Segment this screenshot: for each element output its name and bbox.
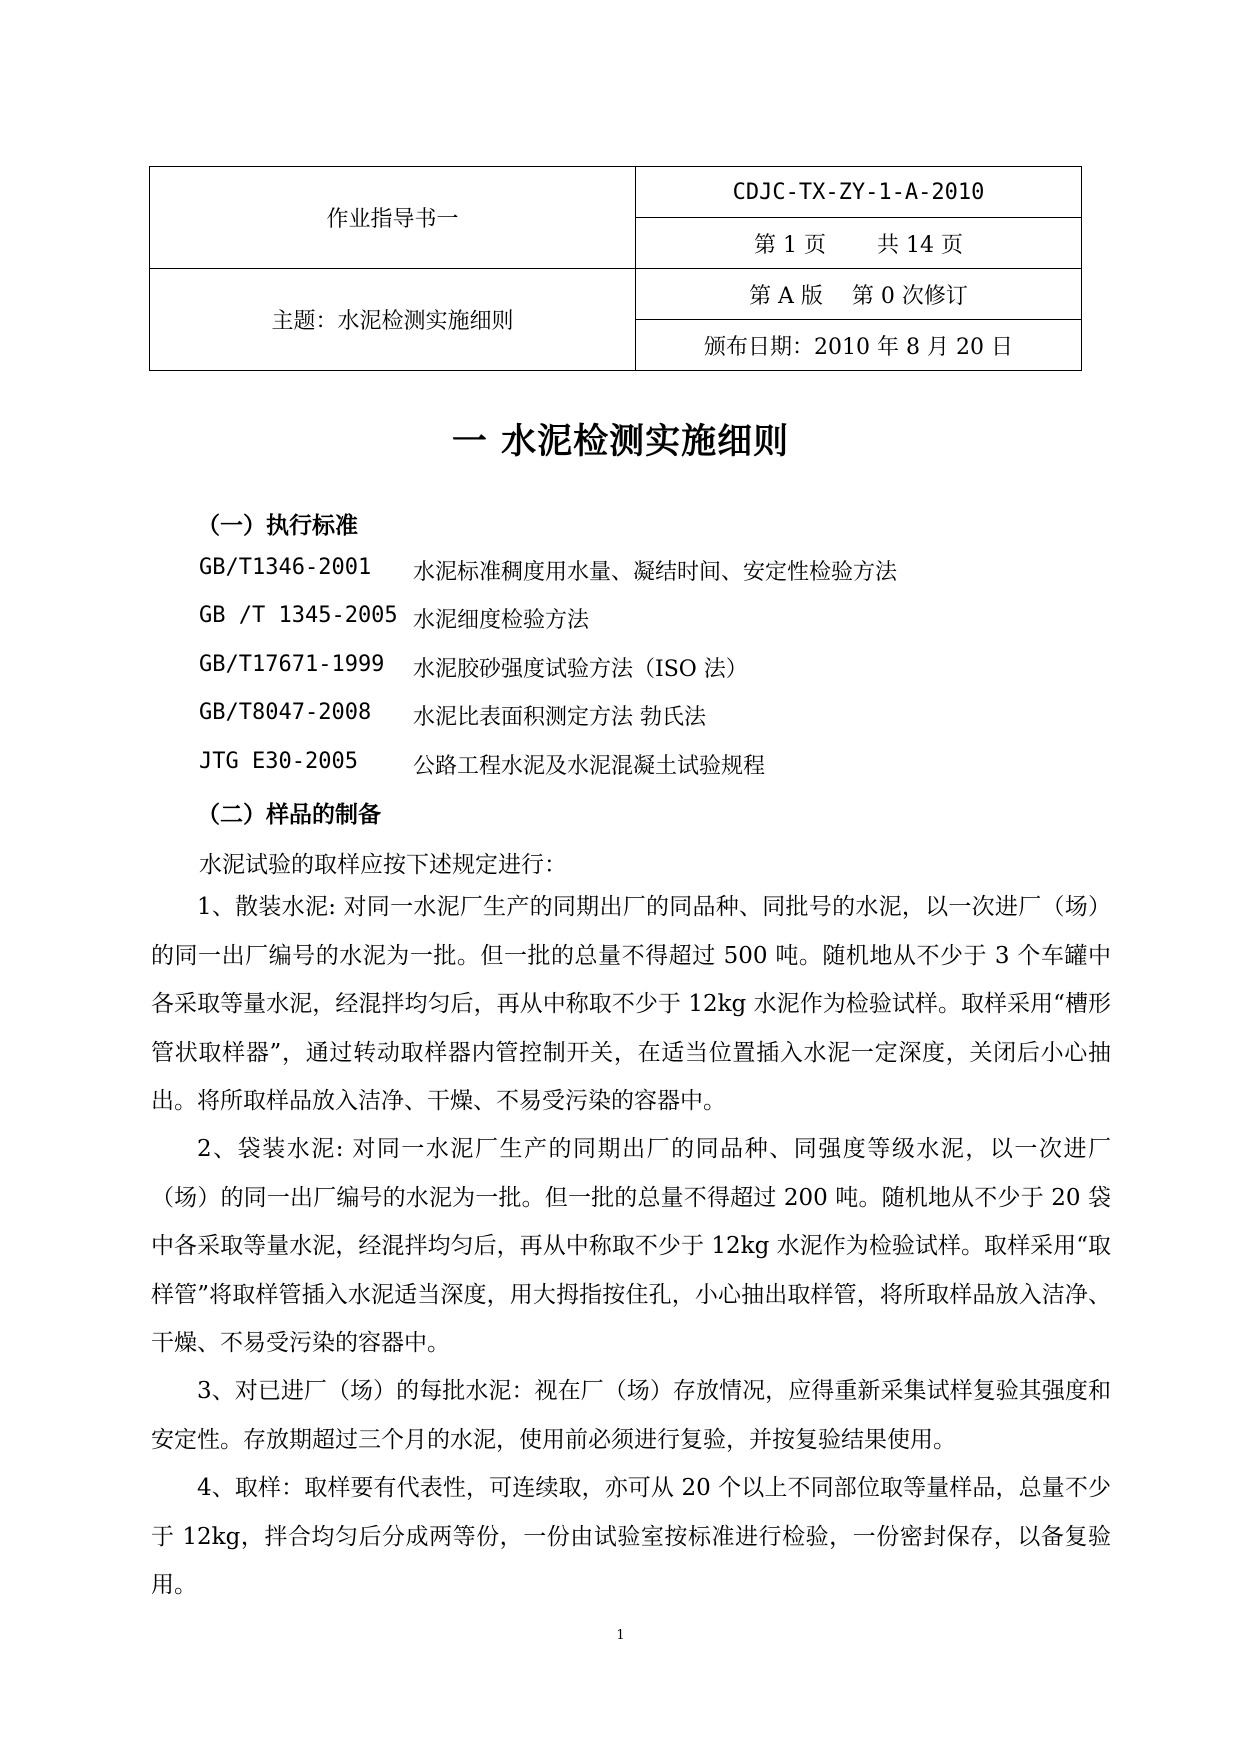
page-number: 1 (616, 1628, 625, 1643)
standard-title: 水泥细度检验方法 (413, 608, 590, 633)
section2-intro: 水泥试验的取样应按下述规定进行： (199, 852, 567, 878)
standard-title: 水泥比表面积测定方法 勃氏法 (413, 705, 706, 730)
standard-code: GB/T17671-1999 (199, 652, 385, 677)
subject-cell: 主题：水泥检测实施细则 (150, 269, 636, 371)
doc-code-cell: CDJC-TX-ZY-1-A-2010 (636, 167, 1082, 218)
paragraph-bulk-cement: 1、散装水泥: 对同一水泥厂生产的同期出厂的同品种、同批号的水泥，以一次进厂（场）的同一出厂编号的水泥为一批。但一批的总量不得超过 500 吨。随机地从不少于 3 个车罐中各采取等量水泥，经混拌均匀后，再从中称取不少于 12kg 水泥作为检验试样。取样采用“槽形管状取样器”，通过转动取样器内管控制开关，在适当位置插入水泥一定深度，关闭后小心抽出。将所取样品放入洁净、干燥、不易受污染的容器中。 (151, 894, 1111, 1114)
standard-title: 水泥胶砂强度试验方法（ISO 法） (413, 657, 748, 682)
page-info-cell: 第 1 页 共 14 页 (636, 218, 1082, 269)
section1-heading: （一）执行标准 (197, 513, 358, 539)
paragraph-stored-cement: 3、对已进厂（场）的每批水泥：视在厂（场）存放情况，应得重新采集试样复验其强度和安定性。存放期超过三个月的水泥，使用前必须进行复验，并按复验结果使用。 (151, 1378, 1111, 1453)
standard-code: GB/T8047-2008 (199, 700, 372, 725)
standard-title: 水泥标准稠度用水量、凝结时间、安定性检验方法 (413, 560, 898, 585)
document-header-table (149, 166, 1082, 371)
version-cell: 第 A 版 第 0 次修订 (636, 269, 1082, 320)
standard-code: GB /T 1345-2005 (199, 603, 398, 628)
section2-heading: （二）样品的制备 (197, 802, 381, 828)
standard-code: GB/T1346-2001 (199, 555, 372, 580)
issue-date-cell: 颁布日期：2010 年 8 月 20 日 (636, 320, 1082, 371)
document-title: 一 水泥检测实施细则 (451, 422, 790, 462)
doc-title-cell: 作业指导书一 (150, 167, 636, 269)
paragraph-sampling: 4、取样：取样要有代表性，可连续取，亦可从 20 个以上不同部位取等量样品，总量不少于 12kg，拌合均匀后分成两等份，一份由试验室按标准进行检验，一份密封保存，以备复验用。 (151, 1475, 1111, 1598)
standard-code: JTG E30-2005 (199, 749, 358, 774)
standard-title: 公路工程水泥及水泥混凝土试验规程 (413, 754, 766, 779)
paragraph-bagged-cement: 2、袋装水泥: 对同一水泥厂生产的同期出厂的同品种、同强度等级水泥，以一次进厂（场）的同一出厂编号的水泥为一批。但一批的总量不得超过 200 吨。随机地从不少于 20 袋中各采取等量水泥，经混拌均匀后，再从中称取不少于 12kg 水泥作为检验试样。取样采用“取样管”将取样管插入水泥适当深度，用大拇指按住孔，小心抽出取样管，将所取样品放入洁净、干燥、不易受污染的容器中。 (151, 1136, 1111, 1356)
